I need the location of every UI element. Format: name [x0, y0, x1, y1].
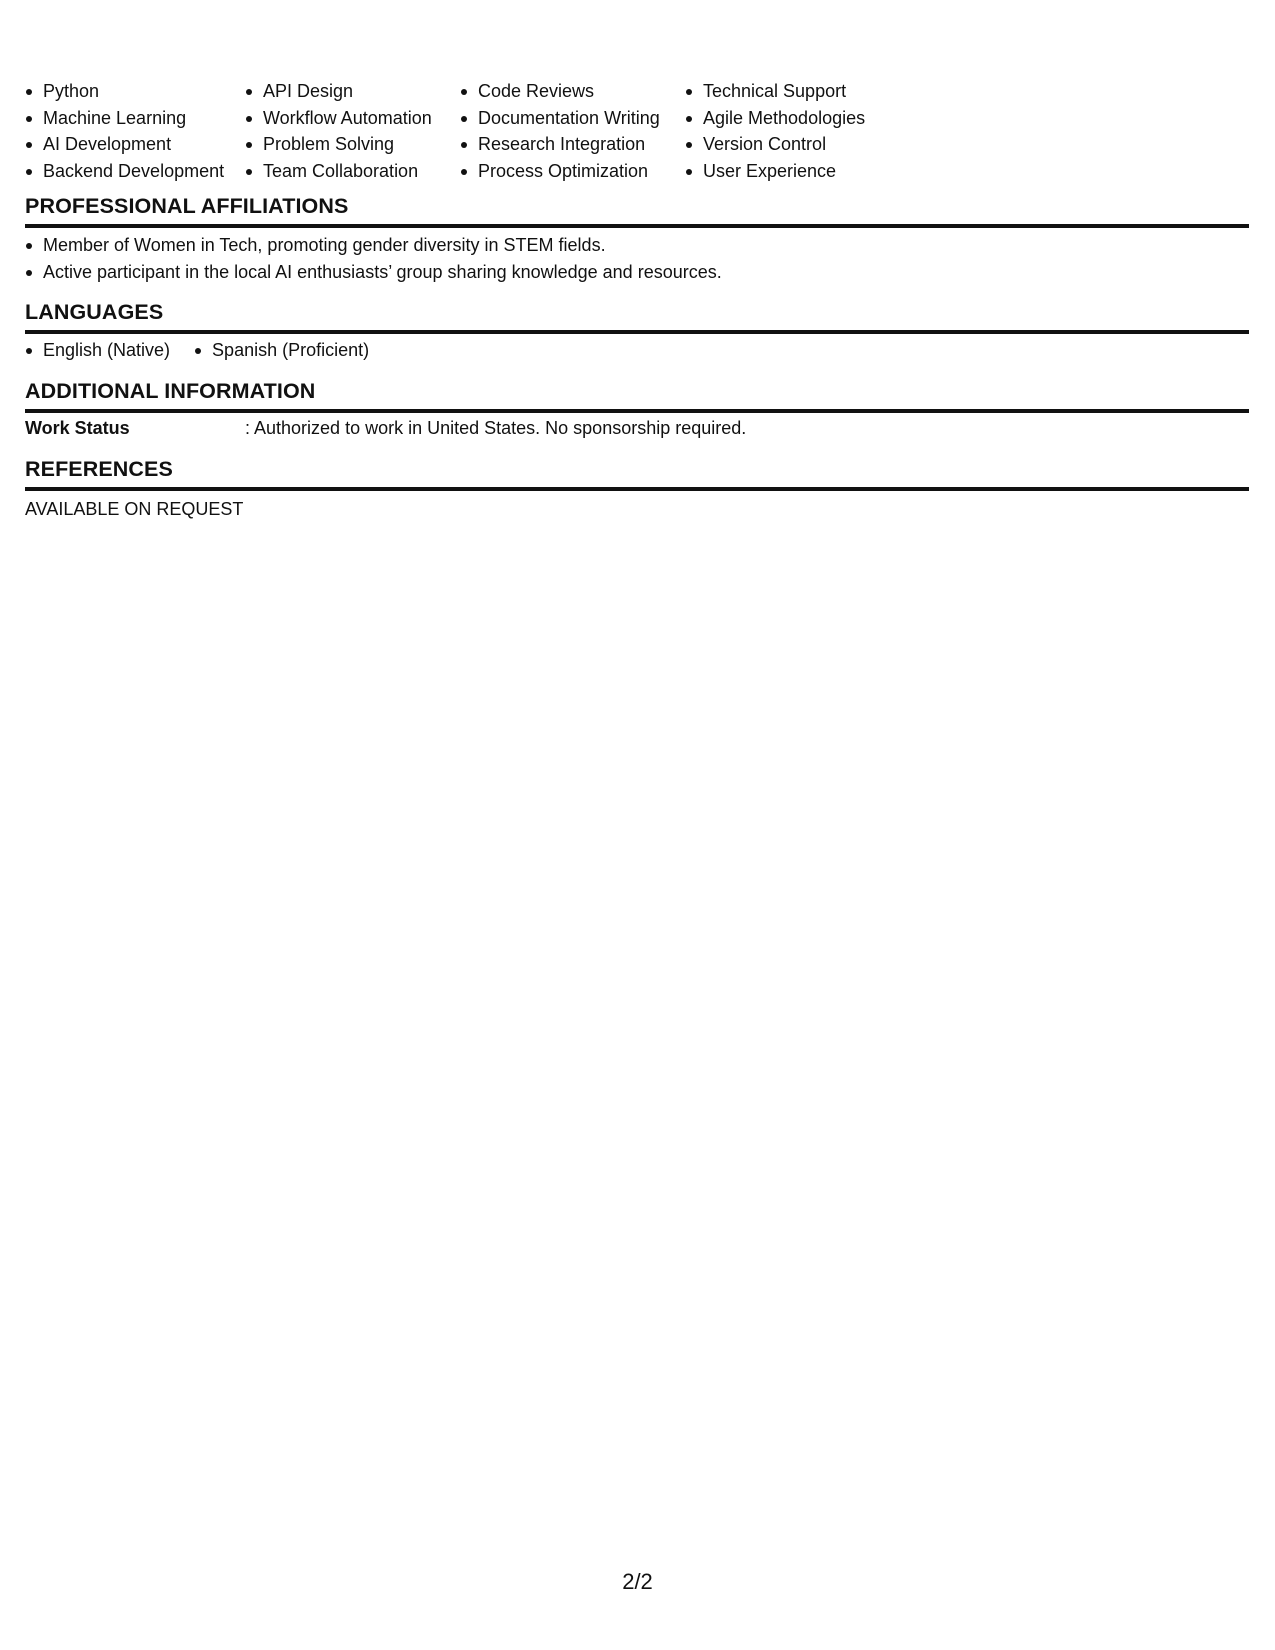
languages-heading: LANGUAGES [25, 299, 1249, 334]
skills-column-2 [245, 78, 460, 185]
skill-item: Agile Methodologies [685, 105, 925, 132]
affiliations-list [25, 232, 722, 285]
skills-column-3 [460, 78, 685, 185]
skills-grid [25, 78, 925, 185]
language-item: Spanish (Proficient) [194, 337, 369, 364]
skill-item: Technical Support [685, 78, 925, 105]
affiliation-item: Member of Women in Tech, promoting gender diversity in STEM fields. [25, 232, 722, 259]
skills-column-1 [25, 78, 245, 185]
additional-info-heading: ADDITIONAL INFORMATION [25, 378, 1249, 413]
skill-item: Research Integration [460, 131, 685, 158]
skill-item: Backend Development [25, 158, 245, 185]
affiliation-item: Active participant in the local AI enthusiasts’ group sharing knowledge and resources. [25, 259, 722, 286]
work-status-value: : Authorized to work in United States. No sponsorship required. [245, 418, 747, 438]
skill-item: Problem Solving [245, 131, 460, 158]
skill-item: Python [25, 78, 245, 105]
references-text: AVAILABLE ON REQUEST [25, 499, 244, 519]
page-number: 2/2 [622, 1569, 653, 1594]
affiliations-heading: PROFESSIONAL AFFILIATIONS [25, 193, 1249, 228]
skill-item: Code Reviews [460, 78, 685, 105]
languages-list [25, 337, 393, 364]
skill-item: User Experience [685, 158, 925, 185]
resume-page [25, 0, 1249, 1650]
skill-item: Process Optimization [460, 158, 685, 185]
skills-column-4 [685, 78, 925, 185]
work-status-label: Work Status [25, 418, 130, 438]
skill-item: AI Development [25, 131, 245, 158]
skill-item: Team Collaboration [245, 158, 460, 185]
work-status-row [25, 415, 746, 441]
skill-item: Machine Learning [25, 105, 245, 132]
skill-item: Version Control [685, 131, 925, 158]
skill-item: Workflow Automation [245, 105, 460, 132]
skill-item: Documentation Writing [460, 105, 685, 132]
references-heading: REFERENCES [25, 456, 1249, 491]
skill-item: API Design [245, 78, 460, 105]
language-item: English (Native) [25, 337, 170, 364]
